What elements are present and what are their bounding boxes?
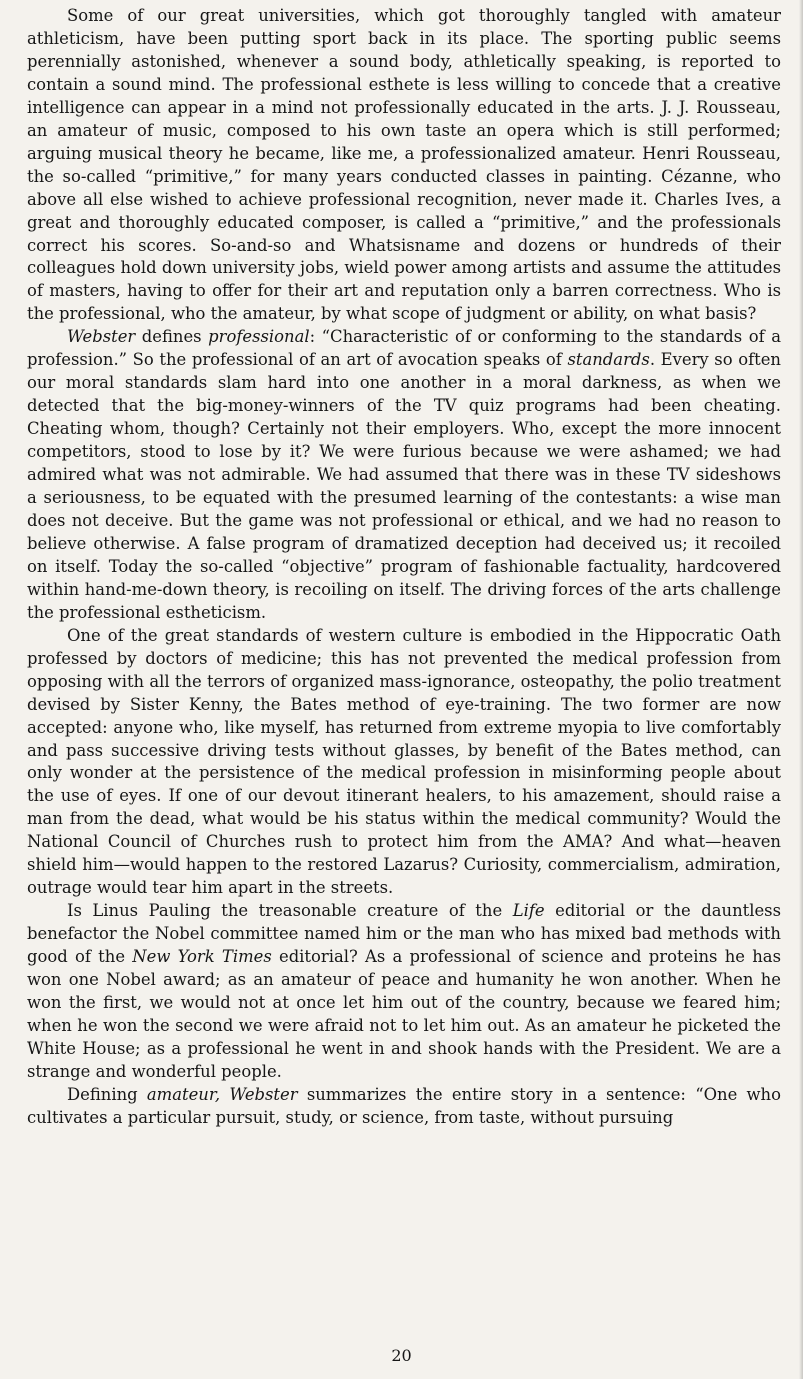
paragraph-5 [27, 1084, 781, 1130]
text-run: Defining [67, 1084, 147, 1104]
italic-run: Webster [67, 327, 136, 347]
paragraph-4 [27, 900, 781, 1084]
text-run: summarizes the entire story in a sentence: “One who cultivates a particular pursuit, study, or science, from taste, without pursuing [27, 1084, 781, 1127]
text-run: editorial or the dauntless benefactor the Nobel committee named him or the man who has mixed bad methods with good of the [27, 901, 781, 967]
paragraph-2 [27, 326, 781, 624]
italic-run: standards [567, 350, 650, 370]
italic-run: New York Times [132, 947, 272, 967]
italic-run: Life [512, 901, 545, 921]
text-run: defines [135, 327, 209, 347]
page-number: 20 [391, 1346, 412, 1365]
italic-run: amateur, Webster [146, 1084, 298, 1104]
text-run: . Every so often our moral standards slam hard into one another in a moral darkness, as when we detected that the big-money-winners of the TV quiz programs had been cheating. Cheating whom, though? Certainly not their employers. Who, except the more innocent competitors, stood to lose by it? We were furious because we were ashamed; we had admired what was not admirable. We had assumed that there was in these TV sideshows a seriousness, to be equated with the presumed learning of the contestants: a wise man does not deceive. But the game was not professional or ethical, and we had no reason to believe otherwise. A false program of dramatized deception had deceived us; it recoiled on itself. Today the so-called “objective” program of fashionable factuality, hardcovered within hand-me-down theory, is recoiling on itself. The driving forces of the arts challenge the professional estheticism. [27, 350, 781, 622]
text-run: Is Linus Pauling the treasonable creature of the [67, 901, 513, 921]
page-edge-shadow [799, 0, 803, 1379]
text-run: editorial? As a professional of science and proteins he has won one Nobel award; as an amateur of peace and humanity he won another. When he won the first, we would not at once let him out of the country, because we feared him; when he won the second we were afraid not to let him out. As an amateur he picketed the White House; as a professional he went in and shook hands with the President. We are a strange and wonderful people. [27, 947, 781, 1081]
paragraph-1 [27, 5, 781, 326]
text-run: One of the great standards of western culture is embodied in the Hippocratic Oath professed by doctors of medicine; this has not prevented the medical profession from opposing with all the terrors of organized mass-ignorance, osteopathy, the polio treatment devised by Sister Kenny, the Bates method of eye-training. The two former are now accepted: anyone who, like myself, has returned from extreme myopia to live comfortably and pass successive driving tests without glasses, by benefit of the Bates method, can only wonder at the persistence of the medical profession in misinforming people about the use of eyes. If one of our devout itinerant healers, to his amazement, should raise a man from the dead, what would be his status within the medical community? Would the National Council of Churches rush to protect him from the AMA? And what—heaven shield him—would happen to the restored Lazarus? Curiosity, commercialism, admiration, outrage would tear him apart in the streets. [27, 625, 781, 898]
paragraph-3 [27, 625, 781, 900]
body-text [27, 5, 781, 1130]
text-run: : “Characteristic of or conforming to the standards of a profession.” So the professional of an art of avocation speaks of [27, 327, 781, 370]
italic-run: professional [208, 327, 310, 347]
text-run: Some of our great universities, which got thoroughly tangled with amateur athleticism, have been putting sport back in its place. The sporting public seems perennially astonished, whenever a sound body, athletically speaking, is reported to contain a sound mind. The professional esthete is less willing to concede that a creative intelligence can appear in a mind not professionally educated in the arts. J. J. Rousseau, an amateur of music, composed to his own taste an opera which is still performed; arguing musical theory he became, like me, a professionalized amateur. Henri Rousseau, the so-called “primitive,” for many years conducted classes in painting. Cézanne, who above all else wished to achieve professional recognition, never made it. Charles Ives, a great and thoroughly educated composer, is called a “primitive,” and the professionals correct his scores. So-and-so and Whatsisname and dozens or hundreds of their colleagues hold down university jobs, wield power among artists and assume the attitudes of masters, having to offer for their art and reputation only a barren correctness. Who is the professional, who the amateur, by what scope of judgment or ability, on what basis? [27, 6, 781, 324]
